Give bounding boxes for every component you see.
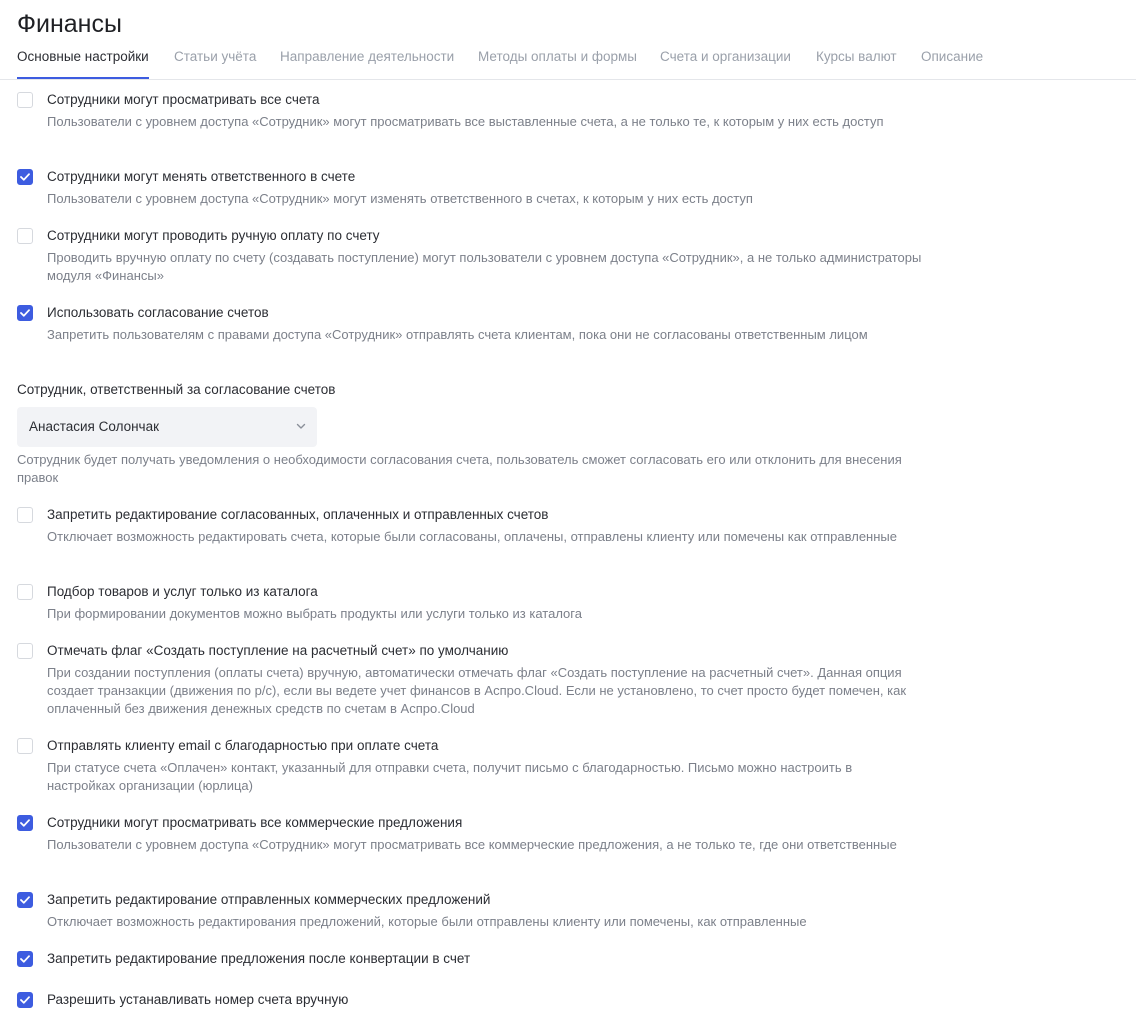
tab-accounts-organizations[interactable]: Счета и организации (660, 49, 791, 64)
checkbox-checked[interactable] (17, 815, 33, 831)
option-title: Сотрудники могут просматривать все коммерческие предложения (47, 815, 463, 830)
option-title: Запретить редактирование согласованных, оплаченных и отправленных счетов (47, 507, 549, 522)
checkbox-checked[interactable] (17, 951, 33, 967)
checkbox[interactable] (17, 584, 33, 600)
tabs-bar (0, 40, 1136, 80)
checkbox[interactable] (17, 738, 33, 754)
option-description: Пользователи с уровнем доступа «Сотрудник» могут изменять ответственного в счетах, к которым у них есть доступ (47, 191, 753, 206)
tab-payment-methods[interactable]: Методы оплаты и формы (478, 49, 637, 64)
check-icon (20, 819, 30, 827)
approver-select[interactable] (17, 407, 317, 447)
option-title: Запретить редактирование отправленных коммерческих предложений (47, 892, 491, 907)
option-title: Запретить редактирование предложения после конвертации в счет (47, 951, 471, 966)
check-icon (20, 896, 30, 904)
option-description: При формировании документов можно выбрать продукты или услуги только из каталога (47, 606, 582, 621)
option-title: Подбор товаров и услуг только из каталога (47, 584, 318, 599)
tab-business-direction[interactable]: Направление деятельности (280, 49, 455, 64)
approver-hint: Сотрудник будет получать уведомления о необходимости согласования счета, пользователь сможет согласовать его или отклонить для внесения правок (17, 452, 902, 485)
tab-accounting-items[interactable]: Статьи учёта (174, 49, 257, 64)
check-icon (20, 173, 30, 181)
checkbox-checked[interactable] (17, 305, 33, 321)
tab-currency-rates[interactable]: Курсы валют (816, 49, 897, 64)
checkbox[interactable] (17, 643, 33, 659)
checkbox-checked[interactable] (17, 892, 33, 908)
option-title: Сотрудники могут проводить ручную оплату по счету (47, 228, 380, 243)
checkbox[interactable] (17, 228, 33, 244)
option-description: Отключает возможность редактирования предложений, которые были отправлены клиенту или помечены, как отправленные (47, 914, 807, 929)
option-title: Сотрудники могут менять ответственного в счете (47, 169, 356, 184)
checkbox-checked[interactable] (17, 992, 33, 1008)
option-title: Сотрудники могут просматривать все счета (47, 92, 320, 107)
approver-label: Сотрудник, ответственный за согласование счетов (17, 382, 336, 397)
tab-description[interactable]: Описание (921, 49, 984, 64)
page-title: Финансы (17, 10, 122, 38)
check-icon (20, 309, 30, 317)
tab-main-settings[interactable]: Основные настройки (17, 40, 149, 79)
option-title: Отправлять клиенту email с благодарностью при оплате счета (47, 738, 439, 753)
option-description: При статусе счета «Оплачен» контакт, указанный для отправки счета, получит письмо с благодарностью. Письмо можно настроить в настройках организации (юрлица) (47, 760, 853, 793)
checkbox[interactable] (17, 92, 33, 108)
option-title: Разрешить устанавливать номер счета вручную (47, 992, 349, 1007)
check-icon (20, 955, 30, 963)
option-description: Отключает возможность редактировать счета, которые были согласованы, оплачены, отправлены клиенту или помечены как отправленные (47, 529, 897, 544)
option-description: Пользователи с уровнем доступа «Сотрудник» могут просматривать все выставленные счета, а не только те, к которым у них есть доступ (47, 114, 884, 129)
option-title: Отмечать флаг «Создать поступление на расчетный счет» по умолчанию (47, 643, 509, 658)
checkbox-checked[interactable] (17, 169, 33, 185)
option-title: Использовать согласование счетов (47, 305, 269, 320)
chevron-down-icon (296, 423, 306, 430)
check-icon (20, 996, 30, 1004)
option-description: Проводить вручную оплату по счету (создавать поступление) могут пользователи с уровнем доступа «Сотрудник», а не только администраторы модуля «Финансы» (47, 250, 922, 283)
option-description: Пользователи с уровнем доступа «Сотрудник» могут просматривать все коммерческие предложения, а не только те, где они ответственные (47, 837, 897, 852)
option-description: При создании поступления (оплаты счета) вручную, автоматически отмечать флаг «Создать поступление на расчетный счет». Данная опция создает транзакции (движения по р/с), если вы ведете учет финансов в Аспро.Cloud. Если не установлено, то счет просто будет помечен, как оплаченный без движения денежных средств по счетам в Аспро.Cloud (47, 665, 907, 716)
option-description: Запретить пользователям с правами доступа «Сотрудник» отправлять счета клиентам, пока они не согласованы ответственным лицом (47, 327, 868, 342)
checkbox[interactable] (17, 507, 33, 523)
approver-select-value: Анастасия Солончак (29, 419, 160, 434)
